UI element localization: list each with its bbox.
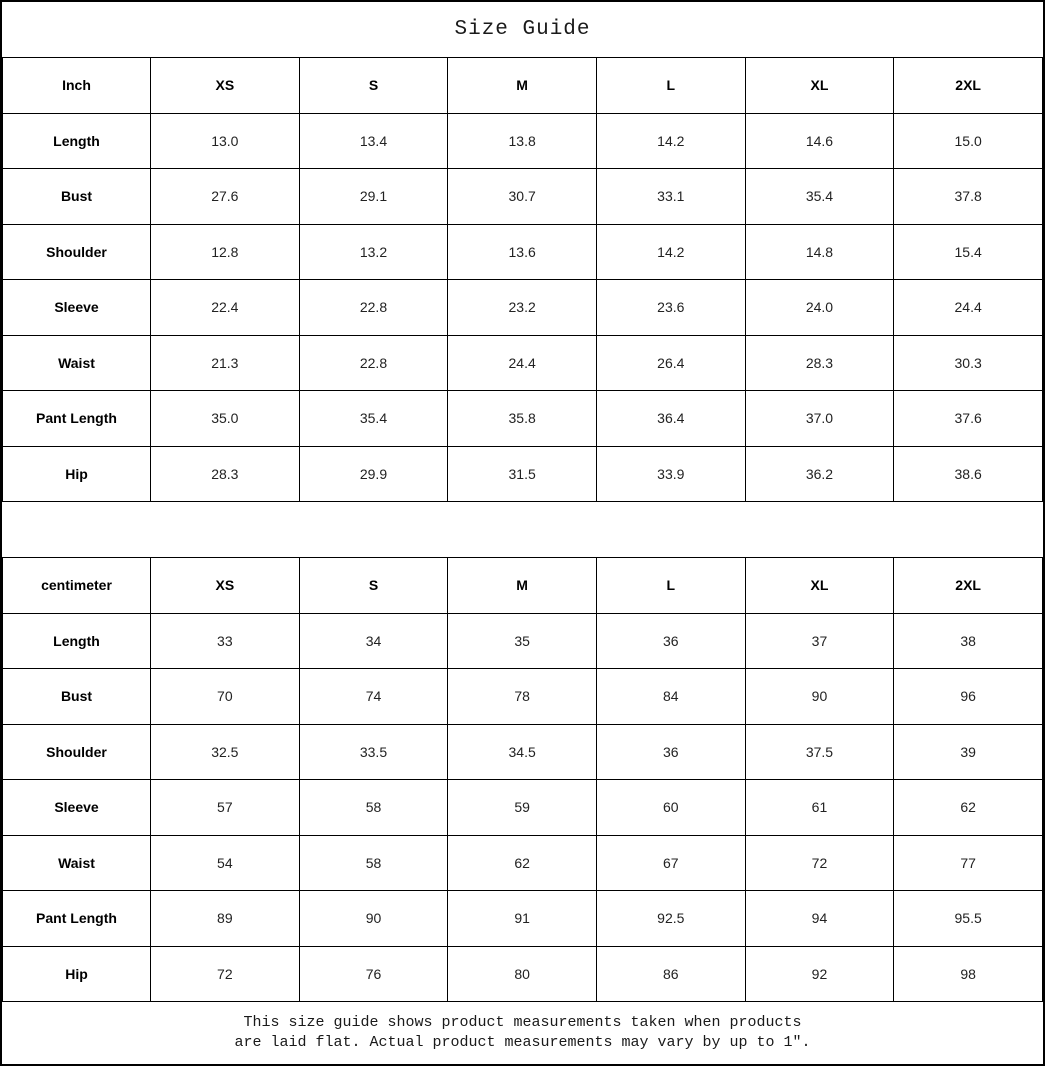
- size-header-m: M: [448, 58, 597, 114]
- unit-header-centimeter: centimeter: [3, 558, 151, 614]
- value-sleeve-2xl: 24.4: [894, 280, 1043, 336]
- value-bust-l: 33.1: [596, 169, 745, 225]
- row-label-shoulder: Shoulder: [3, 224, 151, 280]
- table-row-shoulder-inch: [3, 224, 1043, 280]
- value-bust-l: 84: [596, 669, 745, 725]
- value-shoulder-l: 14.2: [596, 224, 745, 280]
- value-sleeve-s: 58: [299, 780, 448, 836]
- row-label-pant-length: Pant Length: [3, 391, 151, 447]
- table-row-bust-centimeter: [3, 669, 1043, 725]
- value-length-s: 13.4: [299, 113, 448, 169]
- value-pant-length-2xl: 37.6: [894, 391, 1043, 447]
- value-waist-xs: 21.3: [151, 335, 300, 391]
- value-length-s: 34: [299, 613, 448, 669]
- value-hip-2xl: 38.6: [894, 446, 1043, 502]
- value-hip-xs: 28.3: [151, 446, 300, 502]
- value-shoulder-l: 36: [596, 724, 745, 780]
- size-header-l: L: [596, 58, 745, 114]
- value-length-xl: 14.6: [745, 113, 894, 169]
- size-guide-title: Size Guide: [454, 18, 591, 41]
- value-bust-m: 30.7: [448, 169, 597, 225]
- value-waist-m: 24.4: [448, 335, 597, 391]
- value-shoulder-m: 34.5: [448, 724, 597, 780]
- value-bust-m: 78: [448, 669, 597, 725]
- value-shoulder-xs: 32.5: [151, 724, 300, 780]
- footer-note-line1: This size guide shows product measurements taken when products: [243, 1013, 802, 1031]
- value-hip-s: 29.9: [299, 446, 448, 502]
- size-table-centimeter: [2, 557, 1043, 1002]
- row-label-sleeve: Sleeve: [3, 280, 151, 336]
- footer-note-line2: are laid flat. Actual product measurements may vary by up to 1″.: [234, 1034, 811, 1051]
- value-length-l: 14.2: [596, 113, 745, 169]
- value-bust-xl: 35.4: [745, 169, 894, 225]
- value-waist-s: 58: [299, 835, 448, 891]
- value-hip-xl: 92: [745, 946, 894, 1002]
- value-length-xl: 37: [745, 613, 894, 669]
- value-sleeve-l: 60: [596, 780, 745, 836]
- value-pant-length-xs: 89: [151, 891, 300, 947]
- table-row-length-centimeter: [3, 613, 1043, 669]
- row-label-length: Length: [3, 613, 151, 669]
- table-gap: [2, 502, 1043, 557]
- value-shoulder-2xl: 39: [894, 724, 1043, 780]
- row-label-hip: Hip: [3, 446, 151, 502]
- value-pant-length-m: 35.8: [448, 391, 597, 447]
- value-pant-length-l: 92.5: [596, 891, 745, 947]
- value-hip-xl: 36.2: [745, 446, 894, 502]
- size-header-2xl: 2XL: [894, 558, 1043, 614]
- value-shoulder-s: 33.5: [299, 724, 448, 780]
- size-header-2xl: 2XL: [894, 58, 1043, 114]
- table-row-length-inch: [3, 113, 1043, 169]
- size-header-xl: XL: [745, 558, 894, 614]
- value-sleeve-m: 59: [448, 780, 597, 836]
- value-shoulder-xl: 37.5: [745, 724, 894, 780]
- table-row-waist-centimeter: [3, 835, 1043, 891]
- size-header-m: M: [448, 558, 597, 614]
- value-sleeve-m: 23.2: [448, 280, 597, 336]
- value-waist-2xl: 77: [894, 835, 1043, 891]
- header-row-inch: [3, 58, 1043, 114]
- value-pant-length-xs: 35.0: [151, 391, 300, 447]
- size-header-xl: XL: [745, 58, 894, 114]
- value-sleeve-xl: 61: [745, 780, 894, 836]
- value-length-xs: 13.0: [151, 113, 300, 169]
- value-waist-xl: 28.3: [745, 335, 894, 391]
- row-label-hip: Hip: [3, 946, 151, 1002]
- size-header-s: S: [299, 558, 448, 614]
- value-bust-xs: 70: [151, 669, 300, 725]
- size-table-inch: [2, 57, 1043, 502]
- value-hip-l: 33.9: [596, 446, 745, 502]
- table-row-sleeve-inch: [3, 280, 1043, 336]
- table-row-pant-length-centimeter: [3, 891, 1043, 947]
- header-row-centimeter: [3, 558, 1043, 614]
- value-shoulder-xl: 14.8: [745, 224, 894, 280]
- value-length-2xl: 38: [894, 613, 1043, 669]
- value-pant-length-2xl: 95.5: [894, 891, 1043, 947]
- value-hip-2xl: 98: [894, 946, 1043, 1002]
- value-waist-m: 62: [448, 835, 597, 891]
- row-label-pant-length: Pant Length: [3, 891, 151, 947]
- value-sleeve-s: 22.8: [299, 280, 448, 336]
- value-sleeve-xs: 57: [151, 780, 300, 836]
- row-label-bust: Bust: [3, 169, 151, 225]
- table-row-sleeve-centimeter: [3, 780, 1043, 836]
- value-length-m: 13.8: [448, 113, 597, 169]
- value-shoulder-m: 13.6: [448, 224, 597, 280]
- value-shoulder-s: 13.2: [299, 224, 448, 280]
- size-header-l: L: [596, 558, 745, 614]
- row-label-length: Length: [3, 113, 151, 169]
- row-label-waist: Waist: [3, 835, 151, 891]
- value-length-2xl: 15.0: [894, 113, 1043, 169]
- table-row-waist-inch: [3, 335, 1043, 391]
- value-pant-length-m: 91: [448, 891, 597, 947]
- footer-note: [2, 1002, 1043, 1064]
- value-length-xs: 33: [151, 613, 300, 669]
- value-pant-length-xl: 94: [745, 891, 894, 947]
- unit-header-inch: Inch: [3, 58, 151, 114]
- value-bust-2xl: 96: [894, 669, 1043, 725]
- value-waist-l: 67: [596, 835, 745, 891]
- table-row-shoulder-centimeter: [3, 724, 1043, 780]
- value-hip-s: 76: [299, 946, 448, 1002]
- value-waist-l: 26.4: [596, 335, 745, 391]
- table-row-hip-inch: [3, 446, 1043, 502]
- value-hip-m: 80: [448, 946, 597, 1002]
- value-bust-s: 74: [299, 669, 448, 725]
- value-bust-xl: 90: [745, 669, 894, 725]
- value-length-m: 35: [448, 613, 597, 669]
- size-header-xs: XS: [151, 558, 300, 614]
- table-row-bust-inch: [3, 169, 1043, 225]
- value-waist-s: 22.8: [299, 335, 448, 391]
- row-label-sleeve: Sleeve: [3, 780, 151, 836]
- value-bust-2xl: 37.8: [894, 169, 1043, 225]
- table-row-pant-length-inch: [3, 391, 1043, 447]
- value-length-l: 36: [596, 613, 745, 669]
- value-shoulder-2xl: 15.4: [894, 224, 1043, 280]
- row-label-bust: Bust: [3, 669, 151, 725]
- value-sleeve-xl: 24.0: [745, 280, 894, 336]
- value-pant-length-xl: 37.0: [745, 391, 894, 447]
- value-waist-2xl: 30.3: [894, 335, 1043, 391]
- value-waist-xs: 54: [151, 835, 300, 891]
- value-bust-xs: 27.6: [151, 169, 300, 225]
- value-sleeve-2xl: 62: [894, 780, 1043, 836]
- value-hip-m: 31.5: [448, 446, 597, 502]
- row-label-waist: Waist: [3, 335, 151, 391]
- value-shoulder-xs: 12.8: [151, 224, 300, 280]
- size-header-s: S: [299, 58, 448, 114]
- table-row-hip-centimeter: [3, 946, 1043, 1002]
- size-header-xs: XS: [151, 58, 300, 114]
- value-sleeve-l: 23.6: [596, 280, 745, 336]
- value-bust-s: 29.1: [299, 169, 448, 225]
- value-sleeve-xs: 22.4: [151, 280, 300, 336]
- value-hip-xs: 72: [151, 946, 300, 1002]
- value-hip-l: 86: [596, 946, 745, 1002]
- value-pant-length-s: 90: [299, 891, 448, 947]
- value-waist-xl: 72: [745, 835, 894, 891]
- row-label-shoulder: Shoulder: [3, 724, 151, 780]
- value-pant-length-l: 36.4: [596, 391, 745, 447]
- value-pant-length-s: 35.4: [299, 391, 448, 447]
